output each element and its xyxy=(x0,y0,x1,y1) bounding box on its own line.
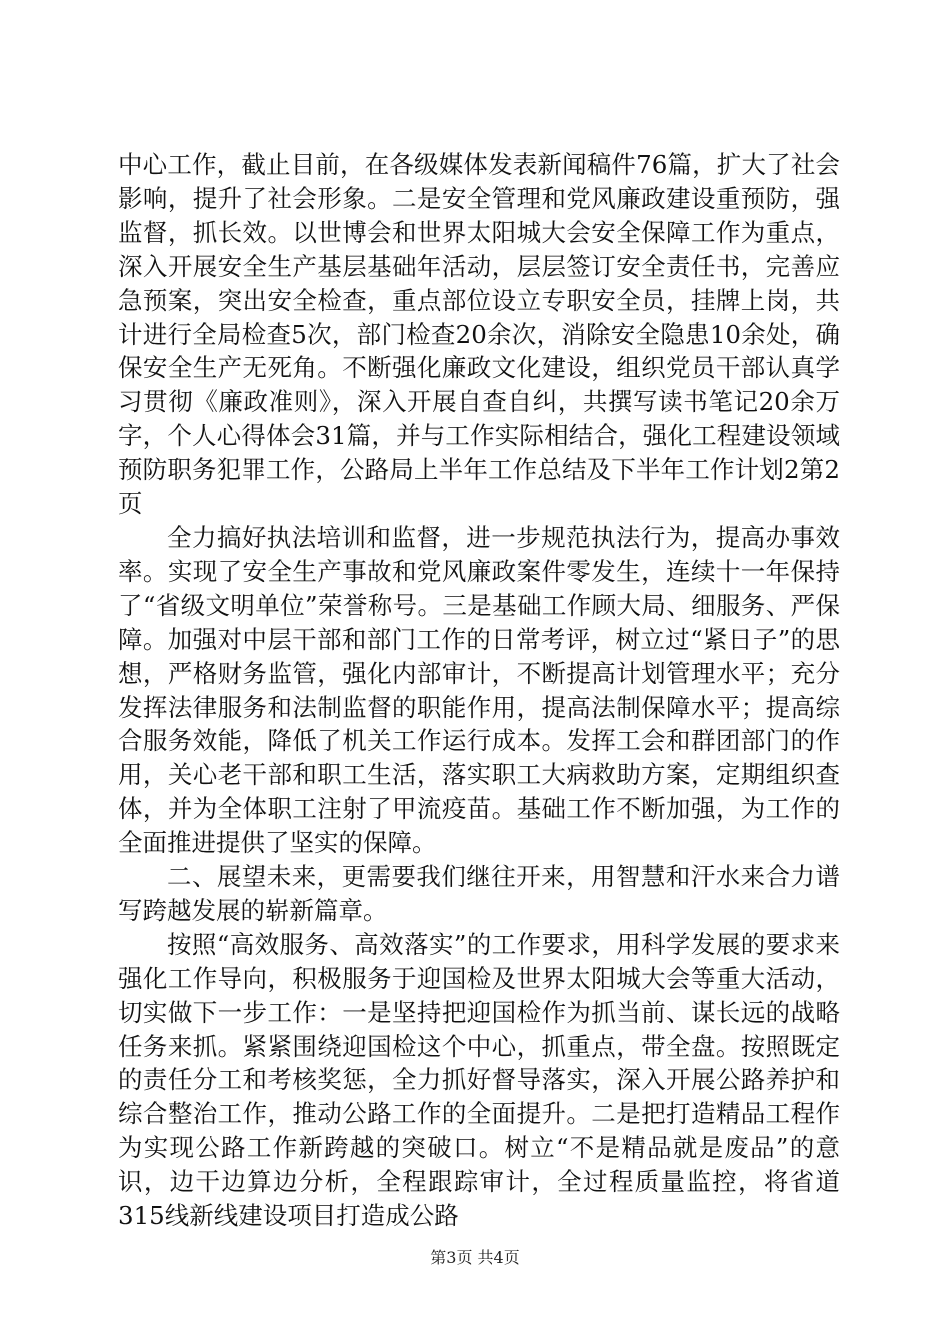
page-footer: 第3页 共4页 xyxy=(430,1248,520,1267)
paragraph-4: 按照“高效服务、高效落实”的工作要求，用科学发展的要求来强化工作导向，积极服务于迎国检及世界太阳城大会等重大活动，切实做下一步工作：一是坚持把迎国检作为抓当前、谋长远的战略任务来抓。紧紧围绕迎国检这个中心，抓重点，带全盘。按照既定的责任分工和考核奖惩，全力抓好督导落实，深入开展公路养护和综合整治工作，推动公路工作的全面提升。二是把打造精品工程作为实现公路工作新跨越的突破口。树立“不是精品就是废品”的意识，边干边算边分析，全程跟踪审计，全过程质量监控，将省道315线新线建设项目打造成公路 xyxy=(118,929,840,1231)
paragraph-2: 全力搞好执法培训和监督，进一步规范执法行为，提高办事效率。实现了安全生产事故和党风廉政案件零发生，连续十一年保持了“省级文明单位”荣誉称号。三是基础工作顾大局、细服务、严保障。加强对中层干部和部门工作的日常考评，树立过“紧日子”的思想，严格财务监管，强化内部审计，不断提高计划管理水平；充分发挥法律服务和法制监督的职能作用，提高法制保障水平；提高综合服务效能，降低了机关工作运行成本。发挥工会和群团部门的作用，关心老干部和职工生活，落实职工大病救助方案，定期组织查体，并为全体职工注射了甲流疫苗。基础工作不断加强，为工作的全面推进提供了坚实的保障。 xyxy=(118,522,840,858)
paragraph-3: 二、展望未来，更需要我们继往开来，用智慧和汗水来合力谱写跨越发展的崭新篇章。 xyxy=(118,862,840,925)
paragraph-1: 中心工作，截止目前，在各级媒体发表新闻稿件76篇，扩大了社会影响，提升了社会形象。二是安全管理和党风廉政建设重预防，强监督，抓长效。以世博会和世界太阳城大会安全保障工作为重点，深入开展安全生产基层基础年活动，层层签订安全责任书，完善应急预案，突出安全检查，重点部位设立专职安全员，挂牌上岗，共计进行全局检查5次，部门检查20余次，消除安全隐患10余处，确保安全生产无死角。不断强化廉政文化建设，组织党员干部认真学习贯彻《廉政准则》，深入开展自查自纠，共撰写读书笔记20余万字，个人心得体会31篇，并与工作实际相结合，强化工程建设领域预防职务犯罪工作，公路局上半年工作总结及下半年工作计划2第2页 xyxy=(118,150,840,519)
document-body xyxy=(118,148,840,1233)
